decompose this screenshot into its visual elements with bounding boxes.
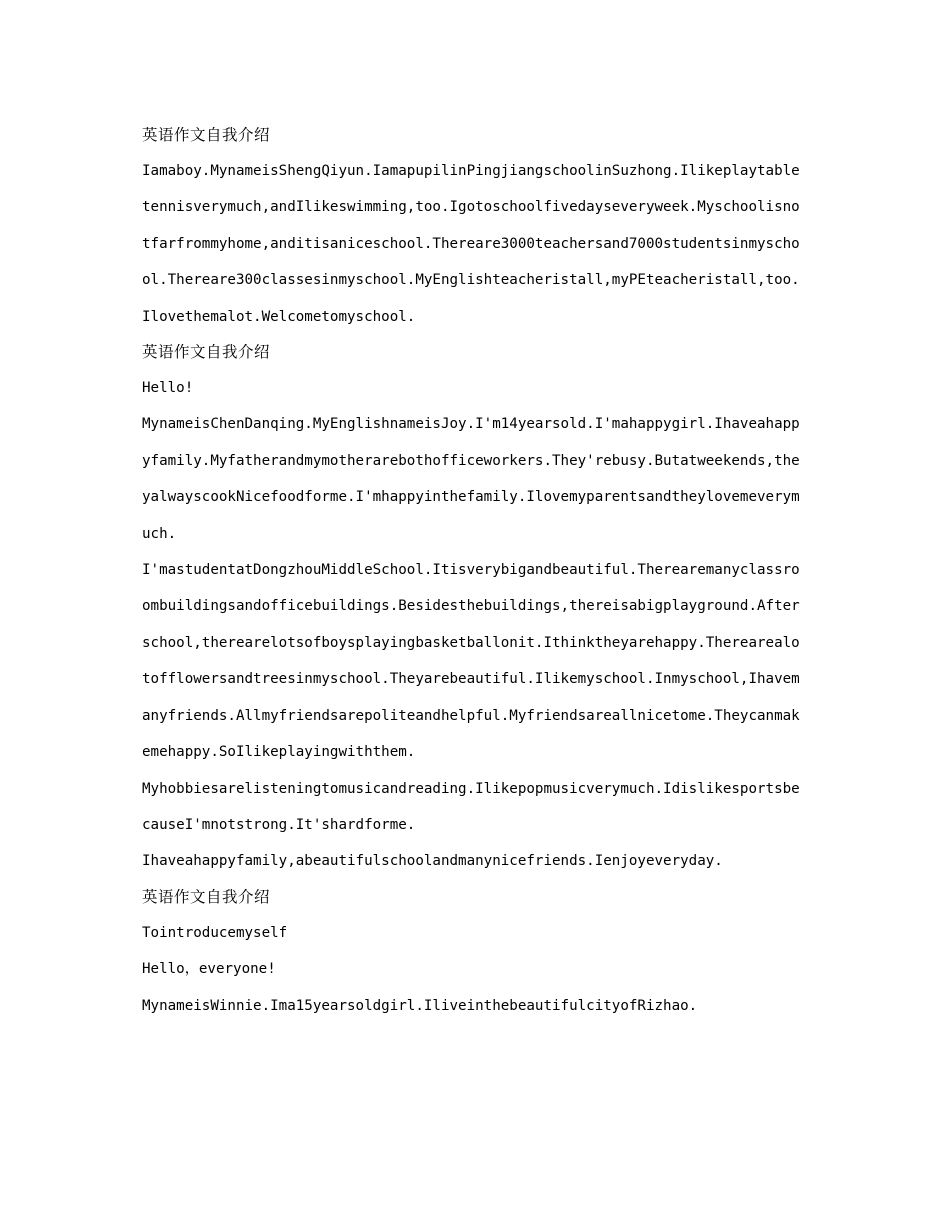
paragraph: Tointroducemyself [142, 924, 288, 941]
paragraph: MynameisWinnie.Ima15yearsoldgirl.IliveinthebeautifulcityofRizhao. [142, 997, 698, 1014]
section-heading: 英语作文自我介绍 [142, 126, 271, 144]
paragraph: I'mastudentatDongzhouMiddleSchool.Itisverybigandbeautiful.Therearemanyclassroombuildingsandofficebuildings.Besidesthebuildings,thereisabigplayground.Afterschool,therearelotsofboysplayingbasketballonit.Ithinktheyarehappy.Therearealotofflowersandtreesinmyschool.Theyarebeautiful.Ilikemyschool.Inmyschool,Ihavemanyfriends.Allmyfriendsarepoliteandhelpful.Myfriendsareallnicetome.Theycanmakemehappy.SoIlikeplayingwiththem. [142, 562, 800, 761]
paragraph: Myhobbiesarelisteningtomusicandreading.Ilikepopmusicverymuch.IdislikesportsbecauseI'mnotstrong.It'shardforme. [142, 780, 800, 833]
section-heading: 英语作文自我介绍 [142, 887, 271, 906]
paragraph: MynameisChenDanqing.MyEnglishnameisJoy.I'm14yearsold.I'mahappygirl.Ihaveahappyfamily.Myfatherandmymotherarebothofficeworkers.They'rebusy.Butatweekends,theyalwayscookNicefoodforme.I'mhappyinthefamily.Ilovemyparentsandtheylovemeverymuch. [142, 416, 800, 542]
section-heading: 英语作文自我介绍 [142, 343, 271, 362]
document-body [142, 118, 808, 1024]
paragraph: Iamaboy.MynameisShengQiyun.IamapupilinPingjiangschoolinSuzhong.Ilikeplaytabletennisverymuch,andIlikeswimming,too.Igotoschoolfivedayseveryweek.Myschoolisnotfarfrommyhome,anditisaniceschool.Thereare3000teachersand7000studentsinmyschool.Thereare300classesinmyschool.MyEnglishteacheristall,myPEteacheristall,too.Ilovethemalot.Welcometomyschool. [142, 163, 800, 325]
paragraph: Hello! [142, 380, 194, 397]
paragraph: Hello，everyone! [142, 961, 276, 978]
paragraph: Ihaveahappyfamily,abeautifulschoolandmanynicefriends.Ienjoyeveryday. [142, 853, 723, 870]
